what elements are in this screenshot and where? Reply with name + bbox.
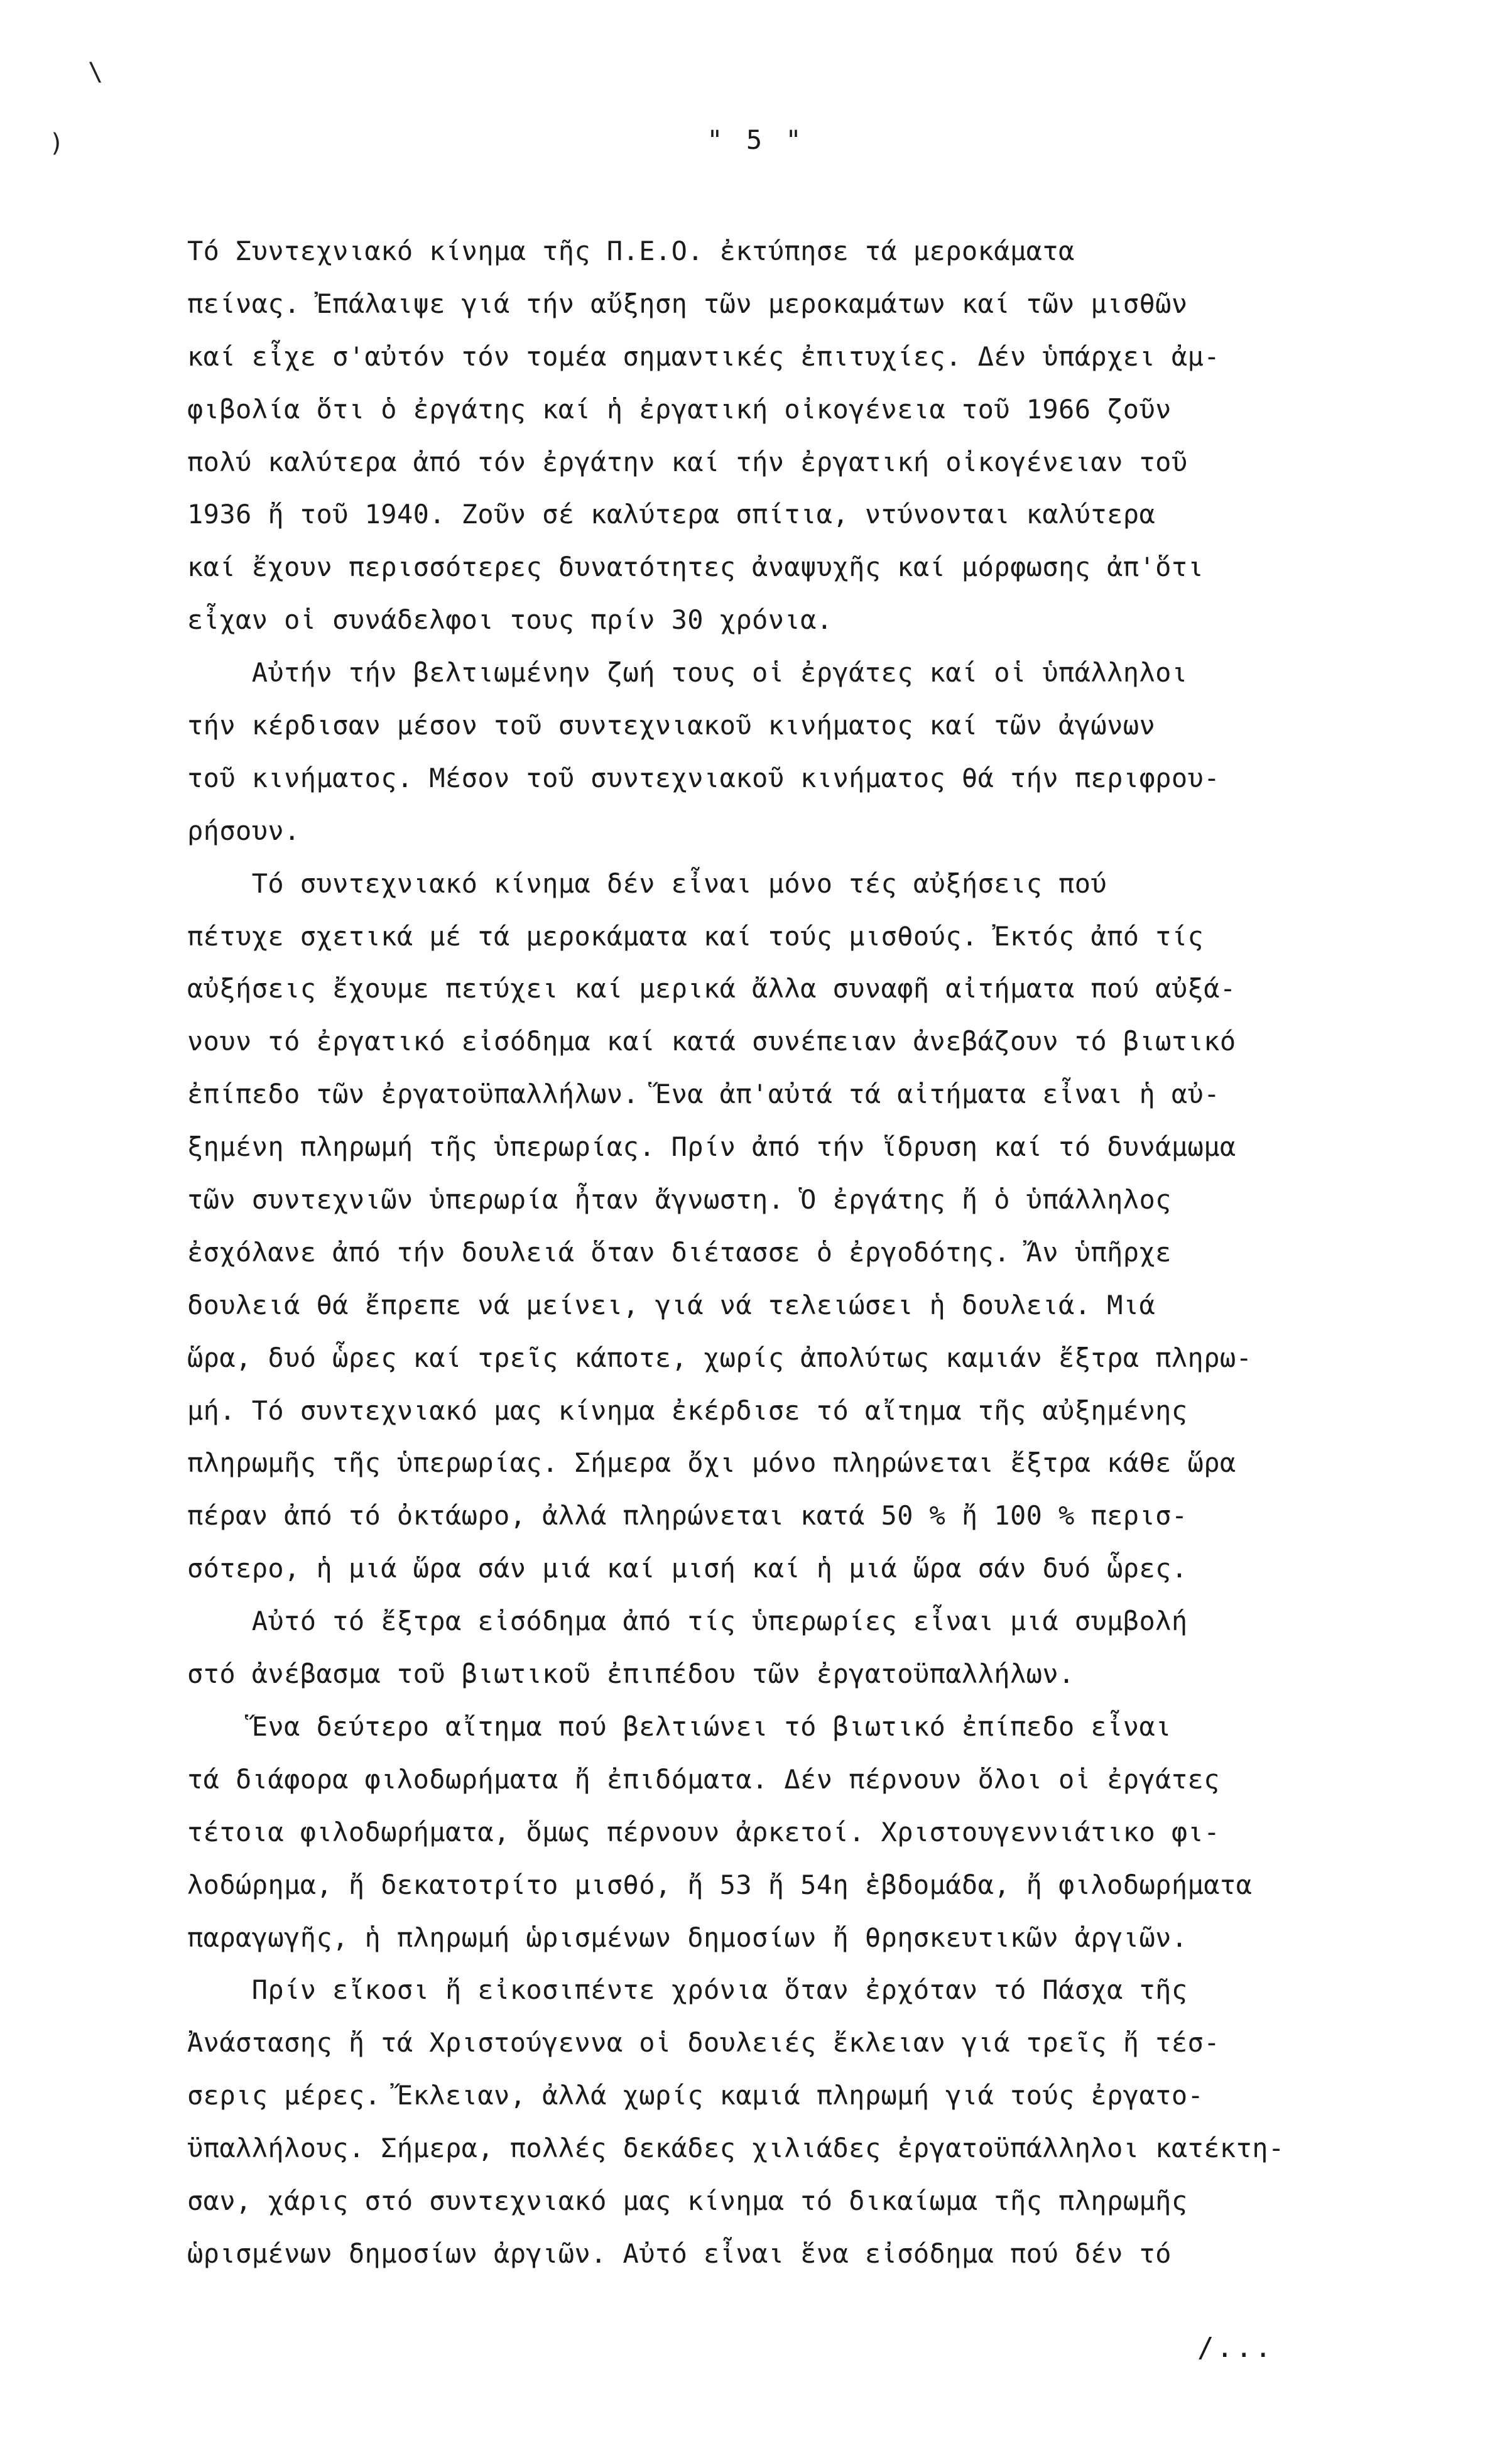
- text-line: τήν κέρδισαν μέσον τοῦ συντεχνιακοῦ κινήματος καί τῶν ἀγώνων: [187, 710, 1156, 741]
- text-line: πληρωμῆς τῆς ὑπερωρίας. Σήμερα ὄχι μόνο πληρώνεται ἔξτρα κάθε ὥρα: [187, 1447, 1236, 1479]
- text-line: Αὐτήν τήν βελτιωμένην ζωή τους οἱ ἐργάτες καί οἱ ὑπάλληλοι: [187, 657, 1188, 688]
- text-line: καί ἔχουν περισσότερες δυνατότητες ἀναψυχῆς καί μόρφωσης ἀπ'ὅτι: [187, 552, 1204, 583]
- page-number: " 5 ": [707, 124, 805, 155]
- text-line: Πρίν εἴκοσι ἤ εἰκοσιπέντε χρόνια ὅταν ἐρχόταν τό Πάσχα τῆς: [187, 1974, 1188, 2006]
- text-line: 1936 ἤ τοῦ 1940. Ζοῦν σέ καλύτερα σπίτια, ντύνονται καλύτερα: [187, 499, 1156, 530]
- text-line: ἐπίπεδο τῶν ἐργατοϋπαλλήλων. Ἕνα ἀπ'αὐτά τά αἰτήματα εἶναι ἡ αὐ-: [187, 1079, 1220, 1110]
- text-line: ϋπαλλήλους. Σήμερα, πολλές δεκάδες χιλιάδες ἐργατοϋπάλληλοι κατέκτη-: [187, 2133, 1285, 2164]
- text-line: καί εἶχε σ'αὐτόν τόν τομέα σημαντικές ἐπιτυχίες. Δέν ὑπάρχει ἀμ-: [187, 340, 1220, 372]
- text-line: παραγωγῆς, ἡ πληρωμή ὡρισμένων δημοσίων ἤ θρησκευτικῶν ἀργιῶν.: [187, 1922, 1188, 1953]
- text-line: ὥρα, δυό ὧρες καί τρεῖς κάποτε, χωρίς ἀπολύτως καμιάν ἔξτρα πληρω-: [187, 1342, 1253, 1373]
- continuation-mark: /...: [1197, 2332, 1274, 2364]
- text-line: ἐσχόλανε ἀπό τήν δουλειά ὅταν διέτασσε ὁ ἐργοδότης. Ἄν ὑπῆρχε: [187, 1236, 1172, 1268]
- text-line: πείνας. Ἐπάλαιψε γιά τήν αὔξηση τῶν μεροκαμάτων καί τῶν μισθῶν: [187, 288, 1188, 319]
- text-line: νουν τό ἐργατικό εἰσόδημα καί κατά συνέπειαν ἀνεβάζουν τό βιωτικό: [187, 1026, 1236, 1057]
- text-line: σότερο, ἡ μιά ὥρα σάν μιά καί μισή καί ἡ μιά ὥρα σάν δυό ὧρες.: [187, 1553, 1188, 1584]
- body-text: [187, 225, 1469, 2280]
- text-line: τῶν συντεχνιῶν ὑπερωρία ἦταν ἄγνωστη. Ὁ ἐργάτης ἤ ὁ ὑπάλληλος: [187, 1184, 1172, 1216]
- text-line: λοδώρημα, ἤ δεκατοτρίτο μισθό, ἤ 53 ἤ 54η ἑβδομάδα, ἤ φιλοδωρήματα: [187, 1869, 1253, 1900]
- text-line: δουλειά θά ἔπρεπε νά μείνει, γιά νά τελειώσει ἡ δουλειά. Μιά: [187, 1289, 1156, 1320]
- text-line: στό ἀνέβασμα τοῦ βιωτικοῦ ἐπιπέδου τῶν ἐργατοϋπαλλήλων.: [187, 1658, 1075, 1690]
- text-line: τοῦ κινήματος. Μέσον τοῦ συντεχνιακοῦ κινήματος θά τήν περιφρου-: [187, 762, 1220, 793]
- text-line: τέτοια φιλοδωρήματα, ὅμως πέρνουν ἀρκετοί. Χριστουγεννιάτικο φι-: [187, 1816, 1220, 1847]
- text-line: εἶχαν οἱ συνάδελφοι τους πρίν 30 χρόνια.: [187, 604, 833, 636]
- text-line: τά διάφορα φιλοδωρήματα ἤ ἐπιδόματα. Δέν πέρνουν ὅλοι οἱ ἐργάτες: [187, 1763, 1220, 1795]
- text-line: σερις μέρες. Ἔκλειαν, ἀλλά χωρίς καμιά πληρωμή γιά τούς ἐργατο-: [187, 2080, 1204, 2111]
- text-line: ρήσουν.: [187, 815, 300, 846]
- text-line: σαν, χάρις στό συντεχνιακό μας κίνημα τό δικαίωμα τῆς πληρωμῆς: [187, 2185, 1188, 2216]
- text-line: ὡρισμένων δημοσίων ἀργιῶν. Αὐτό εἶναι ἕνα εἰσόδημα πού δέν τό: [187, 2238, 1172, 2269]
- text-line: πέραν ἀπό τό ὀκτάωρο, ἀλλά πληρώνεται κατά 50 % ἤ 100 % περισ-: [187, 1500, 1188, 1531]
- text-line: αὐξήσεις ἔχουμε πετύχει καί μερικά ἄλλα συναφῆ αἰτήματα πού αὐξά-: [187, 973, 1236, 1004]
- text-line: Ἕνα δεύτερο αἴτημα πού βελτιώνει τό βιωτικό ἐπίπεδο εἶναι: [187, 1711, 1172, 1742]
- text-line: Ἀνάστασης ἤ τά Χριστούγεννα οἱ δουλειές ἔκλειαν γιά τρεῖς ἤ τέσ-: [187, 2027, 1220, 2059]
- margin-mark-top: \: [88, 58, 104, 87]
- text-line: μή. Τό συντεχνιακό μας κίνημα ἐκέρδισε τό αἴτημα τῆς αὐξημένης: [187, 1395, 1188, 1426]
- text-line: ξημένη πληρωμή τῆς ὑπερωρίας. Πρίν ἀπό τήν ἵδρυση καί τό δυνάμωμα: [187, 1131, 1236, 1163]
- margin-mark-left: ): [49, 129, 65, 158]
- text-line: φιβολία ὅτι ὁ ἐργάτης καί ἡ ἐργατική οἰκογένεια τοῦ 1966 ζοῦν: [187, 393, 1172, 425]
- text-line: Τό Συντεχνιακό κίνημα τῆς Π.Ε.Ο. ἐκτύπησε τά μεροκάματα: [187, 236, 1075, 266]
- text-line: πολύ καλύτερα ἀπό τόν ἐργάτην καί τήν ἐργατική οἰκογένειαν τοῦ: [187, 446, 1188, 477]
- text-line: πέτυχε σχετικά μέ τά μεροκάματα καί τούς μισθούς. Ἐκτός ἀπό τίς: [187, 920, 1204, 952]
- text-line: Τό συντεχνιακό κίνημα δέν εἶναι μόνο τές αὐξήσεις πού: [187, 868, 1107, 899]
- text-line: Αὐτό τό ἔξτρα εἰσόδημα ἀπό τίς ὑπερωρίες εἶναι μιά συμβολή: [187, 1606, 1188, 1637]
